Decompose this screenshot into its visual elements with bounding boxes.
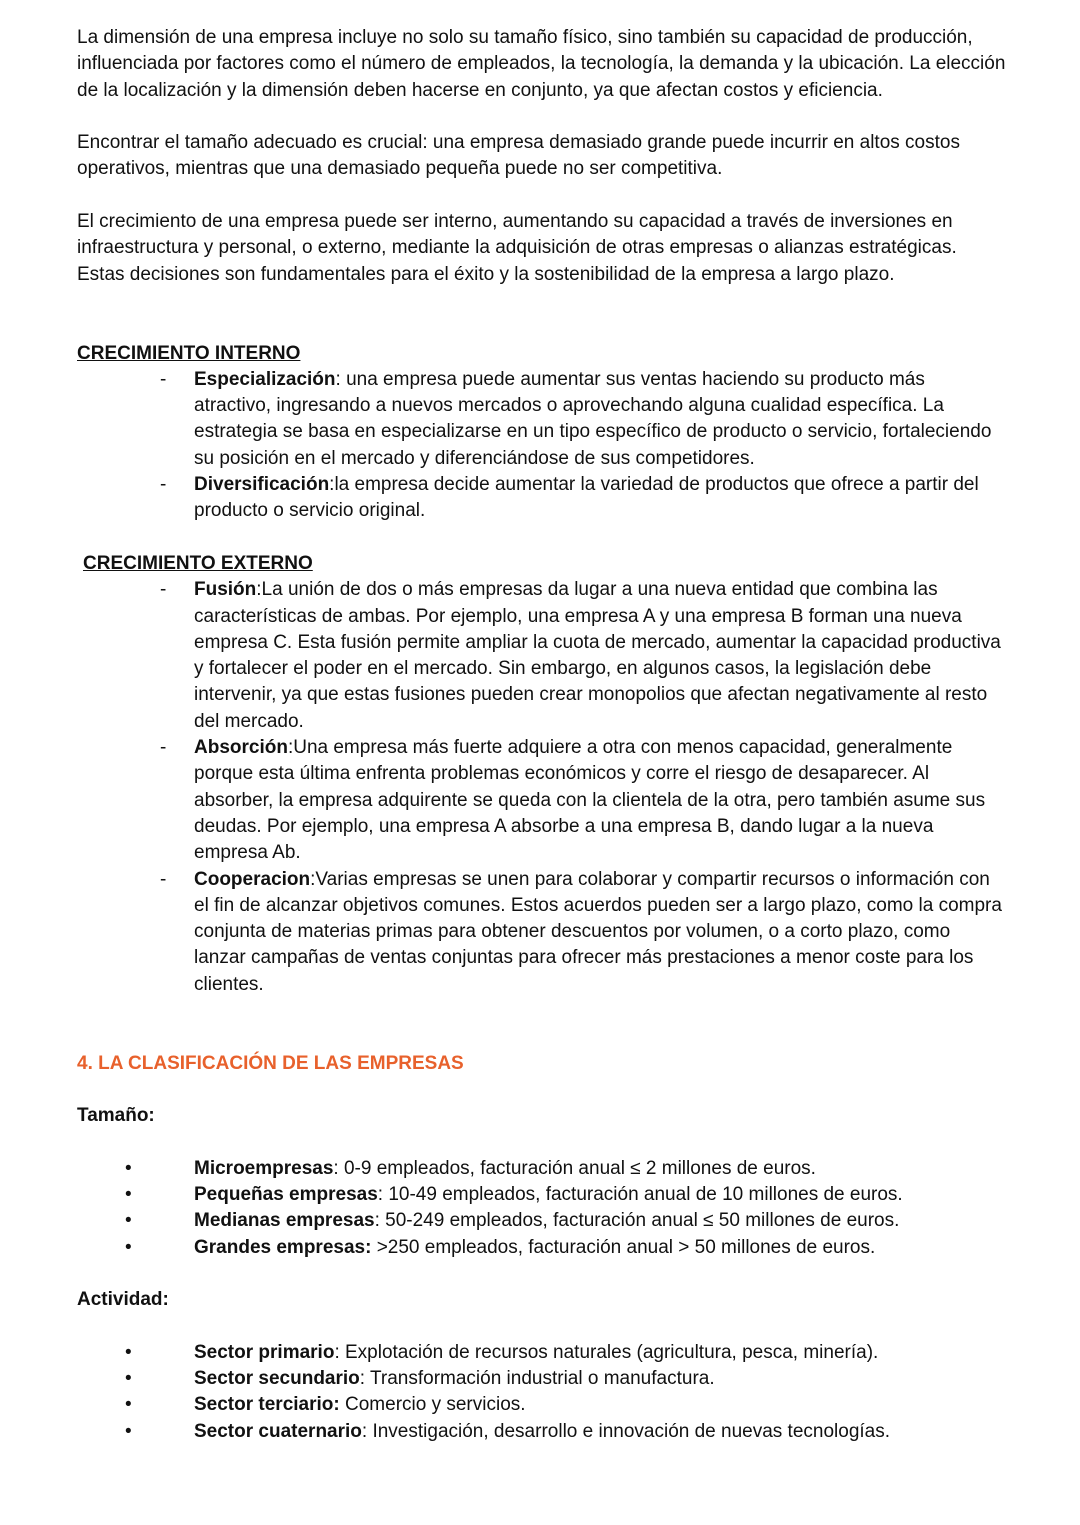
bullet-marker: • xyxy=(125,1210,132,1232)
heading-crecimiento-externo: CRECIMIENTO EXTERNO xyxy=(83,552,313,574)
term: Sector cuaternario xyxy=(194,1420,362,1442)
list-item xyxy=(77,1366,1007,1392)
term: Pequeñas empresas xyxy=(194,1184,378,1206)
bullet-marker: • xyxy=(125,1394,132,1416)
list-item xyxy=(77,867,1007,998)
definition: : 50-249 empleados, facturación anual ≤ 50 millones de euros. xyxy=(374,1210,900,1232)
list-item xyxy=(77,1208,1007,1234)
bullet-marker: • xyxy=(125,1184,132,1206)
list-actividad xyxy=(77,1340,1007,1445)
term: Especialización xyxy=(194,368,336,390)
subheading-tamano: Tamaño: xyxy=(77,1105,155,1127)
dash-marker: - xyxy=(160,474,167,496)
list-item xyxy=(77,1392,1007,1418)
definition: :la empresa decide aumentar la variedad de productos que ofrece a partir del producto o servicio original. xyxy=(194,474,979,522)
list-crecimiento-interno xyxy=(77,367,1007,525)
section-heading-clasificacion: 4. LA CLASIFICACIÓN DE LAS EMPRESAS xyxy=(77,1052,464,1074)
term: Cooperacion xyxy=(194,868,311,890)
bullet-marker: • xyxy=(125,1368,132,1390)
definition: Comercio y servicios. xyxy=(339,1394,526,1416)
definition: :Varias empresas se unen para colaborar y compartir recursos o información con el fin de alcanzar objetivos comunes. Estos acuerdos pueden ser a largo plazo, como la compra conjunta de materias primas para obtener descuentos por volumen, o a corto plazo, como lanzar campañas de ventas conjuntas para ofrecer más prestaciones a menor coste para los clientes. xyxy=(194,868,1002,995)
definition: >250 empleados, facturación anual > 50 millones de euros. xyxy=(371,1236,876,1258)
heading-crecimiento-interno: CRECIMIENTO INTERNO xyxy=(77,342,301,364)
list-item xyxy=(77,472,1007,525)
list-item xyxy=(77,1182,1007,1208)
list-crecimiento-externo xyxy=(77,577,1007,998)
dash-marker: - xyxy=(160,737,167,759)
term: Grandes empresas: xyxy=(194,1236,372,1258)
term: Microempresas xyxy=(194,1157,334,1179)
list-item xyxy=(77,735,1007,866)
definition: : 10-49 empleados, facturación anual de 10 millones de euros. xyxy=(377,1184,903,1206)
list-tamano xyxy=(77,1156,1007,1261)
term: Fusión xyxy=(194,579,257,601)
definition: : Explotación de recursos naturales (agricultura, pesca, minería). xyxy=(334,1341,879,1363)
term: Diversificación xyxy=(194,474,330,496)
definition: : Transformación industrial o manufactura. xyxy=(359,1368,715,1390)
definition: :Una empresa más fuerte adquiere a otra con menos capacidad, generalmente porque esta última enfrenta problemas económicos y corre el riesgo de desaparecer. Al absorber, la empresa adquirente se queda con la clientela de la otra, pero también asume sus deudas. Por ejemplo, una empresa A absorbe a una empresa B, dando lugar a la nueva empresa Ab. xyxy=(194,737,986,864)
term: Absorción xyxy=(194,737,288,759)
bullet-marker: • xyxy=(125,1420,132,1442)
list-item xyxy=(77,577,1007,735)
list-item xyxy=(77,1156,1007,1182)
document-page xyxy=(77,25,1007,1445)
dash-marker: - xyxy=(160,868,167,890)
list-item xyxy=(77,1340,1007,1366)
list-item xyxy=(77,1235,1007,1261)
definition: : 0-9 empleados, facturación anual ≤ 2 millones de euros. xyxy=(333,1157,816,1179)
bullet-marker: • xyxy=(125,1236,132,1258)
paragraph-tamano-adecuado: Encontrar el tamaño adecuado es crucial: una empresa demasiado grande puede incurrir en altos costos operativos, mientras que una demasiado pequeña puede no ser competitiva. xyxy=(77,132,960,180)
term: Sector secundario xyxy=(194,1368,360,1390)
term: Sector terciario: xyxy=(194,1394,340,1416)
definition: : Investigación, desarrollo e innovación de nuevas tecnologías. xyxy=(361,1420,891,1442)
subheading-actividad: Actividad: xyxy=(77,1289,169,1311)
dash-marker: - xyxy=(160,579,167,601)
definition: :La unión de dos o más empresas da lugar a una nueva entidad que combina las características de ambas. Por ejemplo, una empresa A y una empresa B forman una nueva empresa C. Esta fusión permite ampliar la cuota de mercado, aumentar la capacidad productiva y fortalecer el poder en el mercado. Sin embargo, en algunos casos, la legislación debe intervenir, ya que estas fusiones pueden crear monopolios que afectan negativamente al resto del mercado. xyxy=(194,579,1001,732)
paragraph-crecimiento: El crecimiento de una empresa puede ser interno, aumentando su capacidad a través de inversiones en infraestructura y personal, o externo, mediante la adquisición de otras empresas o alianzas estratégicas. Estas decisiones son fundamentales para el éxito y la sostenibilidad de la empresa a largo plazo. xyxy=(77,211,957,285)
term: Medianas empresas xyxy=(194,1210,375,1232)
bullet-marker: • xyxy=(125,1157,132,1179)
list-item xyxy=(77,1419,1007,1445)
term: Sector primario xyxy=(194,1341,335,1363)
dash-marker: - xyxy=(160,368,167,390)
paragraph-dimension: La dimensión de una empresa incluye no solo su tamaño físico, sino también su capacidad de producción, influenciada por factores como el número de empleados, la tecnología, la demanda y la ubicación. La elección de la localización y la dimensión deben hacerse en conjunto, ya que afectan costos y eficiencia. xyxy=(77,27,1006,101)
list-item xyxy=(77,367,1007,472)
bullet-marker: • xyxy=(125,1341,132,1363)
definition: : una empresa puede aumentar sus ventas haciendo su producto más atractivo, ingresando a nuevos mercados o aprovechando alguna cualidad específica. La estrategia se basa en especializarse en un tipo específico de producto o servicio, fortaleciendo su posición en el mercado y diferenciándose de sus competidores. xyxy=(194,368,992,469)
